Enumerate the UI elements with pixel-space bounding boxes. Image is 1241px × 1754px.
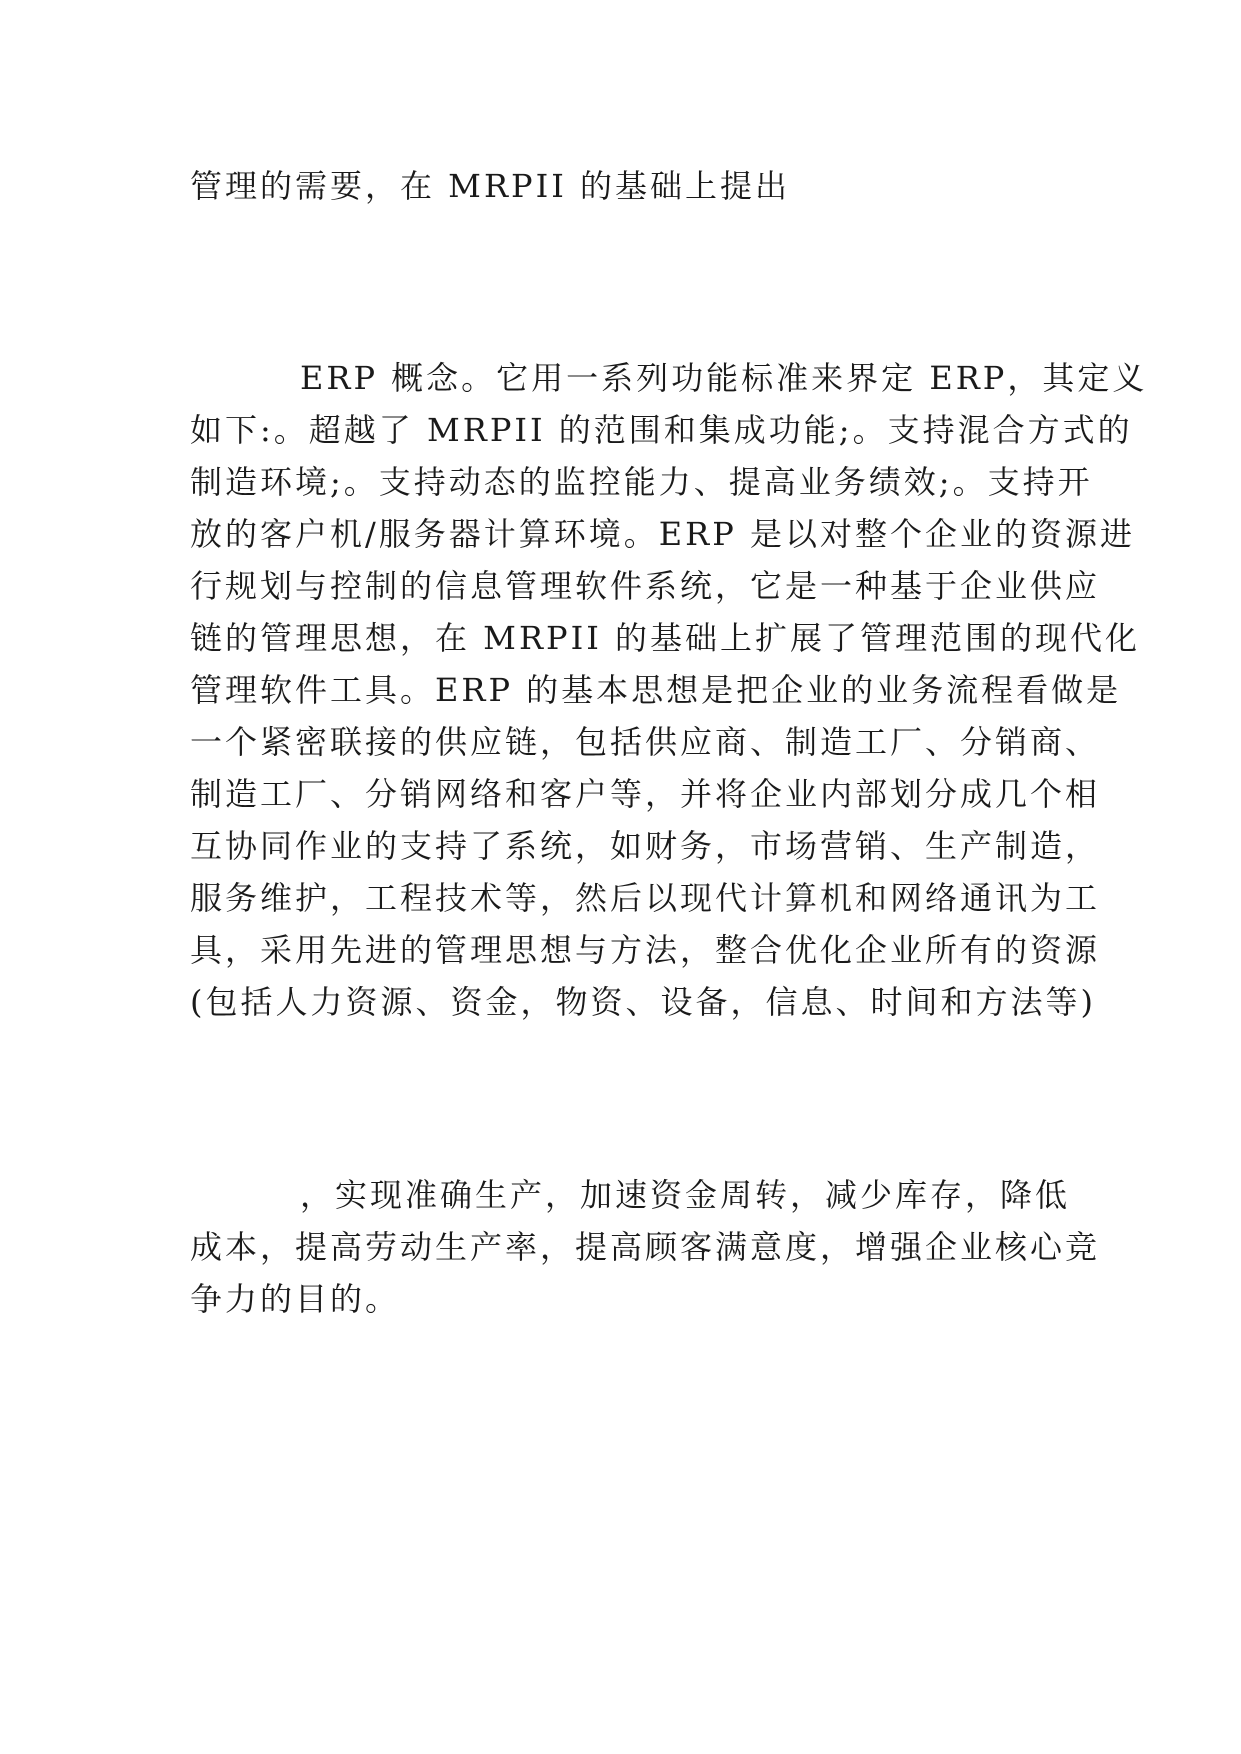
paragraph-2-line-1: ERP 概念。它用一系列功能标准来界定 ERP，其定义 <box>300 359 1148 397</box>
paragraph-2-line-2: 如下:。超越了 MRPII 的范围和集成功能;。支持混合方式的 <box>190 411 1133 449</box>
paragraph-2-line-12: 具，采用先进的管理思想与方法，整合优化企业所有的资源 <box>190 931 1101 969</box>
paragraph-2-line-6: 链的管理思想，在 MRPII 的基础上扩展了管理范围的现代化 <box>190 619 1141 657</box>
paragraph-2-line-7: 管理软件工具。ERP 的基本思想是把企业的业务流程看做是 <box>190 671 1122 709</box>
paragraph-3-line-2: 成本，提高劳动生产率，提高顾客满意度，增强企业核心竞 <box>190 1228 1101 1266</box>
paragraph-3-line-1: ，实现准确生产，加速资金周转，减少库存，降低 <box>300 1176 1071 1214</box>
paragraph-2-line-9: 制造工厂、分销网络和客户等，并将企业内部划分成几个相 <box>190 775 1101 813</box>
paragraph-2-line-5: 行规划与控制的信息管理软件系统，它是一种基于企业供应 <box>190 567 1101 605</box>
paragraph-2-line-3: 制造环境;。支持动态的监控能力、提高业务绩效;。支持开 <box>190 463 1093 501</box>
paragraph-2-line-11: 服务维护，工程技术等，然后以现代计算机和网络通讯为工 <box>190 879 1101 917</box>
paragraph-2-line-8: 一个紧密联接的供应链，包括供应商、制造工厂、分销商、 <box>190 723 1101 761</box>
paragraph-1-line-1: 管理的需要，在 MRPII 的基础上提出 <box>190 167 791 205</box>
paragraph-2-line-13: (包括人力资源、资金，物资、设备，信息、时间和方法等) <box>190 983 1096 1021</box>
paragraph-2-line-4: 放的客户机/服务器计算环境。ERP 是以对整个企业的资源进 <box>190 515 1135 553</box>
paragraph-3-line-3: 争力的目的。 <box>190 1280 401 1318</box>
paragraph-2-line-10: 互协同作业的支持了系统，如财务，市场营销、生产制造， <box>190 827 1101 865</box>
